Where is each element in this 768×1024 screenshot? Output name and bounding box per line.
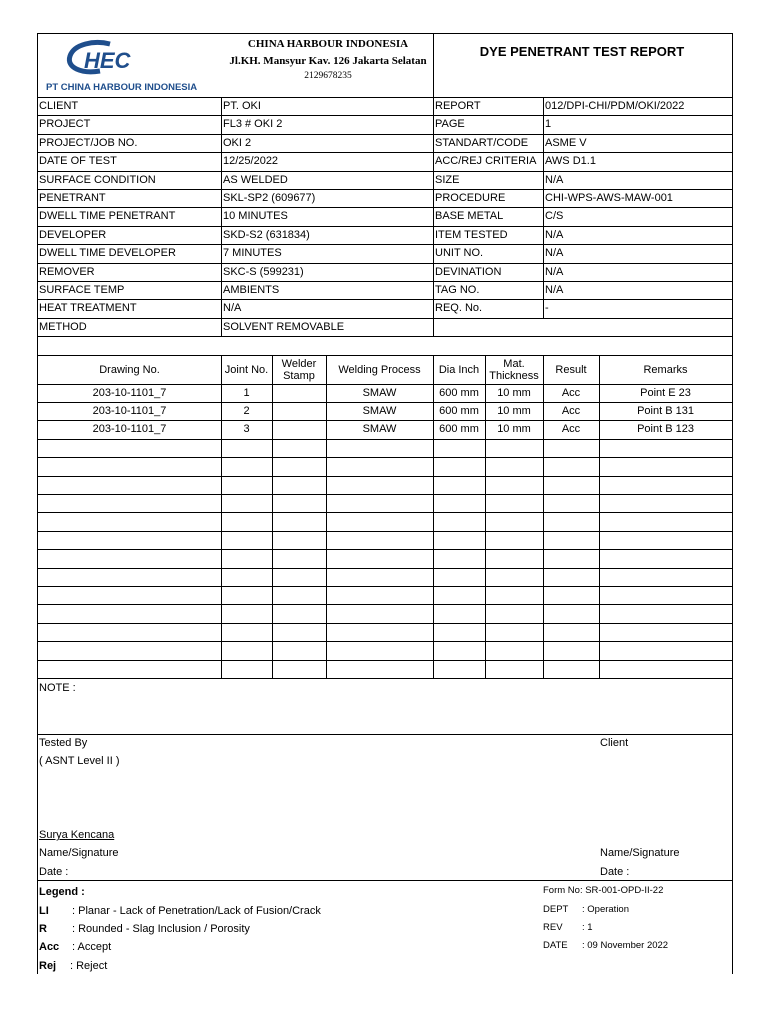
company-logo	[44, 38, 222, 94]
table-header: Dia Inch	[438, 364, 480, 377]
legend-desc: : Reject	[70, 959, 108, 972]
asnt-level-label: ( ASNT Level II )	[39, 755, 120, 767]
grid-line	[38, 281, 732, 282]
info-label: BASE METAL	[435, 210, 504, 223]
grid-line	[485, 355, 486, 678]
info-value: 12/25/2022	[223, 155, 279, 168]
info-label: TAG NO.	[435, 284, 480, 296]
note-label: NOTE :	[39, 682, 76, 694]
info-label: UNIT NO.	[435, 247, 484, 260]
company-phone: 2129678235	[304, 71, 352, 81]
info-label: REPORT	[435, 100, 481, 112]
info-label: DATE OF TEST	[39, 155, 117, 168]
grid-line	[38, 299, 732, 300]
client-label: Client	[600, 737, 629, 749]
table-cell: Acc	[561, 423, 581, 436]
date-right: Date :	[600, 866, 630, 878]
grid-line	[38, 402, 732, 403]
legend-code: LI	[39, 905, 49, 917]
table-cell: 203-10-1101_7	[92, 405, 167, 417]
grid-line	[38, 420, 732, 421]
grid-line	[38, 623, 732, 624]
logo-text: HEC	[84, 48, 131, 73]
info-value: AWS D1.1	[545, 155, 596, 168]
grid-line	[38, 439, 732, 440]
info-value: PT. OKI	[223, 100, 261, 112]
info-label: DWELL TIME PENETRANT	[39, 210, 176, 223]
legend-desc: : Rounded - Slag Inclusion / Porosity	[72, 923, 250, 936]
info-label: PROCEDURE	[435, 192, 506, 204]
info-value: N/A	[545, 265, 564, 278]
info-label: SURFACE CONDITION	[39, 173, 156, 186]
info-label: SURFACE TEMP	[39, 284, 125, 296]
info-value: -	[545, 302, 549, 315]
table-header: Joint No.	[224, 364, 269, 377]
table-cell: Point E 23	[640, 386, 691, 399]
report-sheet	[37, 33, 733, 974]
table-cell: Acc	[561, 386, 581, 399]
table-cell: Point B 131	[637, 405, 694, 417]
info-label: PROJECT	[39, 118, 91, 131]
legend-desc: : Planar - Lack of Penetration/Lack of Fusion/Crack	[72, 905, 321, 917]
grid-line	[38, 457, 732, 458]
table-cell: SMAW	[362, 386, 397, 399]
info-label: PROJECT/JOB NO.	[39, 136, 138, 149]
info-value: C/S	[545, 210, 564, 223]
grid-line	[38, 641, 732, 642]
grid-line	[38, 336, 732, 337]
grid-line	[38, 531, 732, 532]
grid-line	[272, 355, 273, 678]
table-cell: 10 mm	[497, 423, 531, 436]
info-label: STANDART/CODE	[435, 136, 529, 149]
legend-code: Acc	[39, 941, 60, 954]
legend-code: Rej	[39, 959, 57, 972]
form-info-label: DATE	[543, 940, 568, 951]
info-value: CHI-WPS-AWS-MAW-001	[545, 192, 673, 204]
grid-line	[38, 263, 732, 264]
info-label: REMOVER	[39, 265, 95, 278]
info-value: AMBIENTS	[223, 284, 280, 296]
grid-line	[543, 97, 544, 318]
grid-line	[38, 134, 732, 135]
info-value: 10 MINUTES	[223, 210, 288, 223]
grid-line	[543, 355, 544, 678]
table-header: Welding Process	[338, 364, 421, 377]
info-value: SKC-S (599231)	[223, 265, 304, 278]
grid-line	[38, 318, 732, 319]
grid-line	[38, 115, 732, 116]
info-value: N/A	[545, 173, 564, 186]
table-cell: 600 mm	[439, 405, 479, 417]
grid-line	[38, 476, 732, 477]
info-label: DEVINATION	[435, 265, 502, 278]
grid-line	[599, 355, 600, 678]
info-label: METHOD	[39, 320, 87, 333]
table-cell: 600 mm	[439, 386, 479, 399]
grid-line	[38, 678, 732, 679]
table-header: Remarks	[643, 364, 688, 377]
legend-title: Legend :	[39, 886, 85, 898]
grid-line	[38, 355, 732, 356]
report-title: DYE PENETRANT TEST REPORT	[479, 44, 685, 59]
info-label: DEVELOPER	[39, 228, 107, 241]
grid-line	[38, 734, 732, 735]
table-cell: 10 mm	[497, 386, 531, 399]
grid-line	[38, 152, 732, 153]
grid-line	[38, 494, 732, 495]
info-label: HEAT TREATMENT	[39, 302, 137, 315]
form-info-label: REV	[543, 922, 563, 933]
info-label: CLIENT	[39, 100, 79, 112]
info-label: ACC/REJ CRITERIA	[435, 155, 537, 168]
info-value: SOLVENT REMOVABLE	[223, 320, 345, 333]
grid-line	[38, 207, 732, 208]
info-value: N/A	[545, 284, 564, 296]
info-value: SKL-SP2 (609677)	[223, 192, 316, 204]
grid-line	[38, 549, 732, 550]
table-cell: 3	[243, 423, 250, 436]
grid-line	[221, 97, 222, 336]
info-label: PAGE	[435, 118, 465, 131]
date-left: Date :	[39, 866, 69, 878]
grid-line	[38, 568, 732, 569]
grid-line	[38, 604, 732, 605]
info-value: ASME V	[545, 136, 587, 149]
table-cell: 1	[243, 386, 250, 399]
info-label: DWELL TIME DEVELOPER	[39, 247, 176, 260]
table-cell: Acc	[561, 405, 581, 417]
table-cell: 2	[243, 405, 250, 417]
table-cell: SMAW	[362, 405, 397, 417]
legend-code: R	[39, 923, 47, 936]
company-name: CHINA HARBOUR INDONESIA	[247, 38, 409, 50]
table-cell: 203-10-1101_7	[92, 423, 167, 436]
table-cell: 600 mm	[439, 423, 479, 436]
table-cell: Point B 123	[637, 423, 694, 436]
grid-line	[38, 512, 732, 513]
info-value: N/A	[223, 302, 242, 315]
table-cell: SMAW	[362, 423, 397, 436]
info-value: 7 MINUTES	[223, 247, 282, 260]
table-header: Mat. Thickness	[489, 358, 539, 383]
info-value: 012/DPI-CHI/PDM/OKI/2022	[545, 100, 685, 112]
form-info-value: : 1	[582, 922, 593, 933]
table-header: Welder Stamp	[281, 358, 317, 383]
grid-line	[433, 97, 434, 336]
grid-line	[221, 355, 222, 678]
table-header: Drawing No.	[99, 364, 160, 377]
info-value: OKI 2	[223, 136, 252, 149]
form-info-value: : 09 November 2022	[582, 940, 669, 951]
info-value: N/A	[545, 228, 564, 241]
name-signature-right: Name/Signature	[600, 847, 680, 859]
grid-line	[38, 586, 732, 587]
grid-line	[38, 384, 732, 385]
name-signature-left: Name/Signature	[39, 847, 119, 859]
hec-logo-icon	[44, 38, 222, 94]
grid-line	[38, 171, 732, 172]
grid-line	[38, 244, 732, 245]
grid-line	[38, 97, 732, 98]
info-label: ITEM TESTED	[435, 228, 508, 241]
grid-line	[38, 660, 732, 661]
form-info-label: DEPT	[543, 904, 569, 915]
grid-line	[38, 189, 732, 190]
tester-name: Surya Kencana	[39, 829, 115, 841]
grid-line	[433, 355, 434, 678]
info-label: PENETRANT	[39, 192, 106, 204]
info-value: AS WELDED	[223, 173, 288, 186]
form-info-value: : Operation	[582, 904, 629, 915]
table-header: Result	[555, 364, 587, 377]
grid-line	[326, 355, 327, 678]
form-number: Form No: SR-001-OPD-II-22	[543, 885, 664, 896]
table-cell: 203-10-1101_7	[92, 386, 167, 399]
info-label: SIZE	[435, 173, 460, 186]
company-address: Jl.KH. Mansyur Kav. 126 Jakarta Selatan	[229, 55, 427, 67]
info-value: N/A	[545, 247, 564, 260]
info-value: 1	[545, 118, 552, 131]
info-value: FL3 # OKI 2	[223, 118, 283, 131]
tested-by-label: Tested By	[39, 737, 88, 749]
info-value: SKD-S2 (631834)	[223, 228, 310, 241]
grid-line	[38, 226, 732, 227]
legend-desc: : Accept	[72, 941, 112, 954]
logo-caption: PT CHINA HARBOUR INDONESIA	[46, 82, 198, 93]
info-label: REQ. No.	[435, 302, 483, 315]
table-cell: 10 mm	[497, 405, 531, 417]
